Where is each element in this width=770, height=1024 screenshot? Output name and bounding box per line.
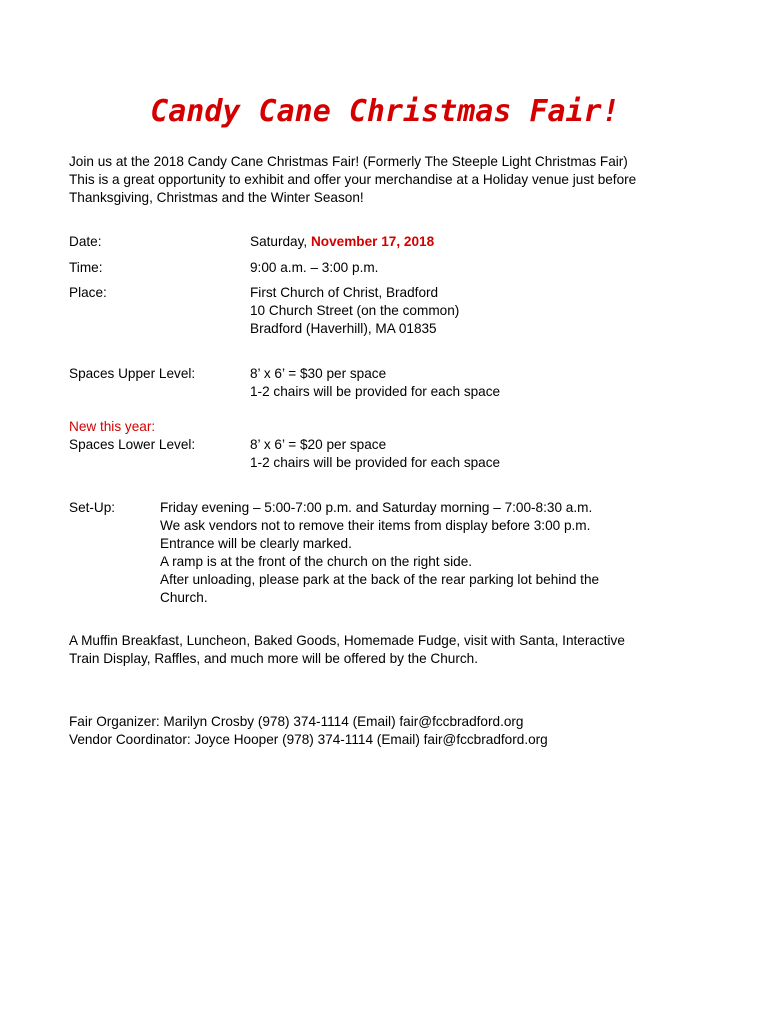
place-label: Place:	[69, 285, 107, 300]
lower-level-line: 1-2 chairs will be provided for each space	[250, 455, 501, 470]
date-prefix: Saturday,	[250, 234, 311, 249]
place-line: Bradford (Haverhill), MA 01835	[250, 321, 437, 336]
contacts-block	[69, 713, 729, 749]
upper-level-label: Spaces Upper Level:	[69, 366, 196, 381]
setup-line: After unloading, please park at the back of the rear parking lot behind the	[160, 572, 600, 587]
intro-line: Thanksgiving, Christmas and the Winter Season!	[69, 190, 364, 205]
intro-line: Join us at the 2018 Candy Cane Christmas Fair! (Formerly The Steeple Light Christmas Fair)	[69, 154, 628, 169]
setup-line: Entrance will be clearly marked.	[160, 536, 352, 551]
page-title: Candy Cane Christmas Fair!	[150, 94, 620, 129]
new-this-year-note: New this year:	[69, 419, 156, 434]
setup-line: A ramp is at the front of the church on the right side.	[160, 554, 473, 569]
offerings-line: A Muffin Breakfast, Luncheon, Baked Goods, Homemade Fudge, visit with Santa, Interactive	[69, 633, 625, 648]
contact-vendor-coordinator: Vendor Coordinator: Joyce Hooper (978) 374-1114 (Email) fair@fccbradford.org	[69, 732, 548, 747]
place-value	[250, 284, 459, 338]
date-label: Date:	[69, 234, 102, 249]
setup-value	[160, 499, 599, 607]
lower-level-line: 8’ x 6’ = $20 per space	[250, 437, 387, 452]
date-highlight: November 17, 2018	[310, 234, 435, 249]
setup-label: Set-Up:	[69, 500, 116, 515]
offerings-line: Train Display, Raffles, and much more will be offered by the Church.	[69, 651, 479, 666]
time-value: 9:00 a.m. – 3:00 p.m.	[250, 260, 379, 275]
place-line: 10 Church Street (on the common)	[250, 303, 460, 318]
time-label: Time:	[69, 260, 103, 275]
intro-line: This is a great opportunity to exhibit and offer your merchandise at a Holiday venue just before	[69, 172, 637, 187]
lower-level-label: Spaces Lower Level:	[69, 437, 196, 452]
upper-level-line: 8’ x 6’ = $30 per space	[250, 366, 387, 381]
offerings-paragraph	[69, 632, 729, 668]
intro-paragraph	[69, 153, 709, 207]
date-value	[250, 233, 434, 251]
upper-level-line: 1-2 chairs will be provided for each space	[250, 384, 501, 399]
setup-line: We ask vendors not to remove their items from display before 3:00 p.m.	[160, 518, 591, 533]
place-line: First Church of Christ, Bradford	[250, 285, 439, 300]
lower-level-value	[250, 436, 500, 472]
setup-line: Church.	[160, 590, 208, 605]
contact-organizer: Fair Organizer: Marilyn Crosby (978) 374-1114 (Email) fair@fccbradford.org	[69, 714, 524, 729]
upper-level-value	[250, 365, 500, 401]
setup-line: Friday evening – 5:00-7:00 p.m. and Saturday morning – 7:00-8:30 a.m.	[160, 500, 593, 515]
